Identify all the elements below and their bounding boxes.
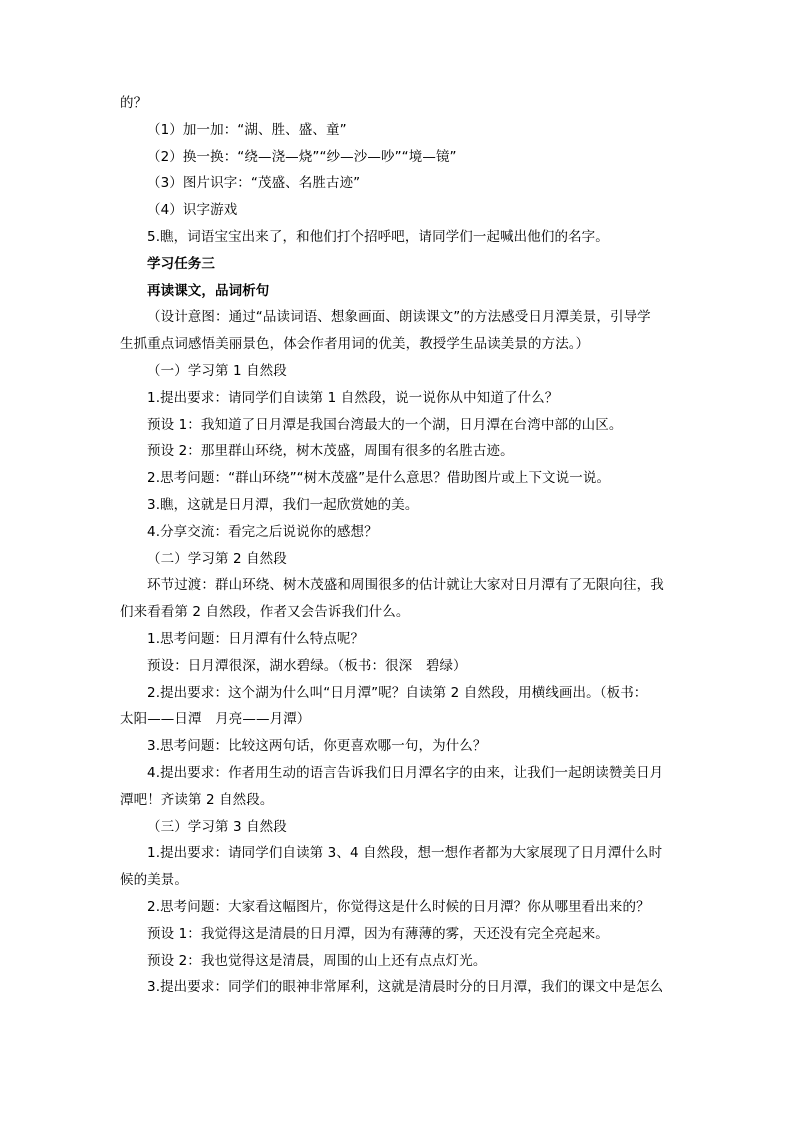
text-line: 预设 2：那里群山环绕，树木茂盛，周围有很多的名胜古迹。 xyxy=(147,443,514,460)
text-line: 3.提出要求：同学们的眼神非常犀利，这就是清晨时分的日月潭，我们的课文中是怎么 xyxy=(147,979,664,996)
text-line: （设计意图：通过“品读词语、想象画面、朗读课文”的方法感受日月潭美景，引导学 xyxy=(147,309,651,326)
text-line: 的？ xyxy=(120,95,148,111)
text-line: 预设 1：我知道了日月潭是我国台湾最大的一个湖，日月潭在台湾中部的山区。 xyxy=(147,416,623,433)
text-line: （2）换一换：“绕—浇—烧”“纱—沙—吵”“境—镜” xyxy=(147,148,457,165)
text-line: 2.思考问题：“群山环绕”“树木茂盛”是什么意思？借助图片或上下文说一说。 xyxy=(147,470,611,487)
text-line: 预设 1：我觉得这是清晨的日月潭，因为有薄薄的雾，天还没有完全亮起来。 xyxy=(147,925,609,942)
text-line: （4）识字游戏 xyxy=(147,202,238,219)
text-line: 预设：日月潭很深，湖水碧绿。（板书：很深 碧绿） xyxy=(147,657,467,674)
text-line: 5.瞧，词语宝宝出来了，和他们打个招呼吧，请同学们一起喊出他们的名字。 xyxy=(147,228,609,245)
text-line: 环节过渡：群山环绕、树木茂盛和周围很多的估计就让大家对日月潭有了无限向往，我 xyxy=(147,577,664,594)
text-line: （二）学习第 2 自然段 xyxy=(147,550,287,567)
text-line: 4.分享交流：看完之后说说你的感想？ xyxy=(147,523,378,540)
text-line: 1.思考问题：日月潭有什么特点呢？ xyxy=(147,630,365,647)
text-line: 们来看看第 2 自然段，作者又会告诉我们什么。 xyxy=(120,604,410,621)
text-line: 4.提出要求：作者用生动的语言告诉我们日月潭名字的由来，让我们一起朗读赞美日月 xyxy=(147,764,664,781)
text-line: 预设 2：我也觉得这是清晨，周围的山上还有点点灯光。 xyxy=(147,952,487,969)
text-line: 太阳——日潭 月亮——月潭） xyxy=(120,711,311,728)
text-line: 2.提出要求：这个湖为什么叫“日月潭”呢？自读第 2 自然段，用横线画出。（板书： xyxy=(147,684,648,701)
text-line: 生抓重点词感悟美丽景色，体会作者用词的优美，教授学生品读美景的方法。） xyxy=(120,336,590,353)
document-body xyxy=(120,90,680,1001)
section-heading: 学习任务三 xyxy=(147,255,215,272)
text-line: 1.提出要求：请同学们自读第 3、4 自然段，想一想作者都为大家展现了日月潭什么时 xyxy=(147,845,663,862)
text-line: （一）学习第 1 自然段 xyxy=(147,362,287,379)
text-line: （3）图片识字：“茂盛、名胜古迹” xyxy=(147,175,361,192)
text-line: 3.瞧，这就是日月潭，我们一起欣赏她的美。 xyxy=(147,496,419,513)
text-line: 3.思考问题：比较这两句话，你更喜欢哪一句，为什么？ xyxy=(147,738,487,755)
section-subheading: 再读课文，品词析句 xyxy=(147,282,270,299)
text-line: 1.提出要求：请同学们自读第 1 自然段，说一说你从中知道了什么？ xyxy=(147,389,559,406)
text-line: （1）加一加：“湖、胜、盛、童” xyxy=(147,121,347,138)
text-line: 候的美景。 xyxy=(120,872,188,889)
text-line: 2.思考问题：大家看这幅图片，你觉得这是什么时候的日月潭？你从哪里看出来的？ xyxy=(147,898,650,915)
text-line: 潭吧！齐读第 2 自然段。 xyxy=(120,791,274,808)
text-line: （三）学习第 3 自然段 xyxy=(147,818,287,835)
